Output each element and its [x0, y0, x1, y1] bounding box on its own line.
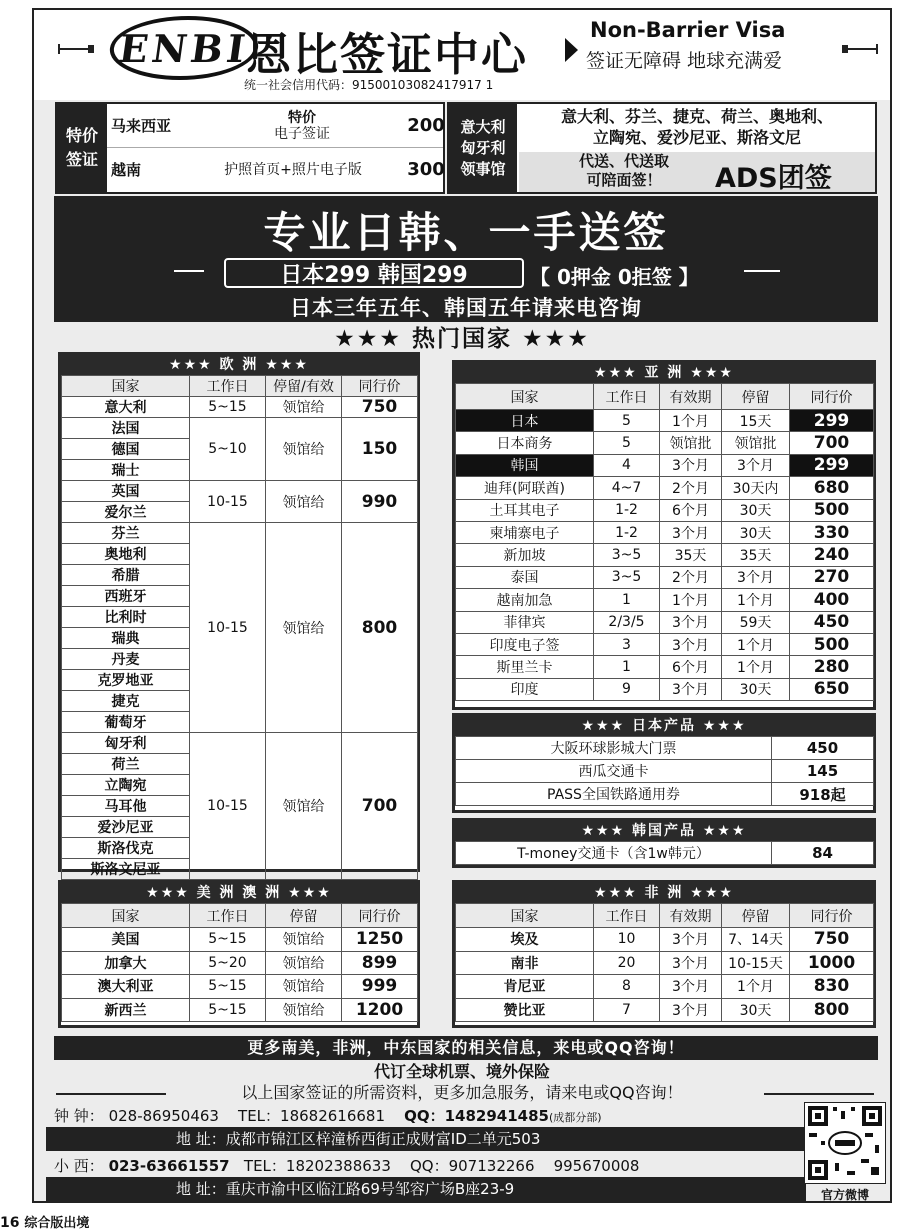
- table-cell: 5~20: [190, 951, 266, 975]
- country-cell: 肯尼亚: [456, 975, 594, 999]
- africa-table: [452, 880, 876, 1028]
- korea-products: [452, 818, 876, 868]
- product-name: T-money交通卡（含1w韩元）: [456, 842, 772, 865]
- country-cell: 斯里兰卡: [456, 656, 594, 678]
- price-cell: 500: [790, 499, 874, 521]
- table-cell: 9: [594, 678, 660, 700]
- page-number: 16: [0, 1215, 20, 1230]
- column-header: 工作日: [594, 904, 660, 928]
- header-row: [456, 904, 874, 928]
- table-row: [62, 733, 418, 754]
- column-header: 同行价: [342, 376, 418, 397]
- qq-number: 1482941485: [444, 1107, 549, 1125]
- price-cell: 680: [790, 477, 874, 499]
- country-cell: 法国: [62, 418, 190, 439]
- page-footer: [0, 1212, 89, 1230]
- banner-prices: [202, 258, 714, 288]
- country-cell: 新加坡: [456, 544, 594, 566]
- special-visa-box: [55, 102, 445, 194]
- table-cell: 3: [594, 633, 660, 655]
- table-row: [456, 589, 874, 611]
- column-header: 工作日: [190, 376, 266, 397]
- table-cell: 3个月: [660, 975, 722, 999]
- country-cell: 赞比亚: [456, 998, 594, 1022]
- table-cell: 3个月: [660, 998, 722, 1022]
- service-text: [539, 152, 709, 190]
- table-cell: 5~15: [190, 928, 266, 952]
- table-cell: 1: [594, 589, 660, 611]
- header-row: [62, 904, 418, 928]
- table-row: [456, 499, 874, 521]
- country-cell: 荷兰: [62, 754, 190, 775]
- column-header: 同行价: [342, 904, 418, 928]
- table-cell: 3个月: [660, 678, 722, 700]
- stay-cell: 领馆给: [266, 733, 342, 880]
- product-name: 大阪环球影城大门票: [456, 737, 772, 760]
- column-header: 工作日: [190, 904, 266, 928]
- price-cell: 270: [790, 566, 874, 588]
- stay-cell: 领馆给: [266, 523, 342, 733]
- price-cell: 450: [790, 611, 874, 633]
- country-cell: 葡萄牙: [62, 712, 190, 733]
- column-header: 工作日: [594, 384, 660, 410]
- days-cell: 5~10: [190, 418, 266, 481]
- qr-pattern: [805, 1103, 885, 1183]
- country: 越南: [111, 161, 142, 179]
- country-cell: 印度电子签: [456, 633, 594, 655]
- table-cell: 1个月: [660, 589, 722, 611]
- table-row: [62, 975, 418, 999]
- table-row: [456, 454, 874, 476]
- mobile: TEL：18202388633: [243, 1157, 391, 1175]
- price-cell: 830: [790, 975, 874, 999]
- desc-line: 特价: [288, 110, 316, 126]
- country-cell: 奥地利: [62, 544, 190, 565]
- table-cell: 35天: [660, 544, 722, 566]
- price-cell: 650: [790, 678, 874, 700]
- product-row: [456, 737, 874, 760]
- country-cell: 克罗地亚: [62, 670, 190, 691]
- special-row: [107, 148, 443, 192]
- country-cell: 捷克: [62, 691, 190, 712]
- table-cell: 3个月: [660, 633, 722, 655]
- table-row: [456, 975, 874, 999]
- country-cell: 埃及: [456, 928, 594, 952]
- product-row: [456, 783, 874, 806]
- tag-line: 意大利: [460, 117, 506, 136]
- table-cell: 1-2: [594, 521, 660, 543]
- deco-line: [60, 48, 90, 50]
- slogan: 签证无障碍 地球充满爱: [586, 50, 783, 72]
- japan-products-grid: [455, 736, 874, 806]
- table-row: [456, 432, 874, 454]
- table-cell: 3个月: [660, 951, 722, 975]
- country-cell: 迪拜(阿联酋): [456, 477, 594, 499]
- table-cell: 1个月: [722, 633, 790, 655]
- price-cell: 999: [342, 975, 418, 999]
- country-cell: 立陶宛: [62, 775, 190, 796]
- table-row: [62, 928, 418, 952]
- price-cell: 400: [790, 589, 874, 611]
- table-row: [62, 397, 418, 418]
- table-cell: 7: [594, 998, 660, 1022]
- qq-label: QQ：: [404, 1107, 445, 1125]
- table-cell: 3个月: [660, 521, 722, 543]
- table-cell: 领馆给: [266, 928, 342, 952]
- country-cell: 爱尔兰: [62, 502, 190, 523]
- table-row: [62, 523, 418, 544]
- price-cell: 330: [790, 521, 874, 543]
- table-cell: 领馆批: [722, 432, 790, 454]
- arrow-right-icon: [744, 270, 780, 272]
- price-cell: 750: [342, 397, 418, 418]
- qr-label: 官方微博: [820, 1188, 869, 1202]
- desc-line: 电子签证: [274, 126, 330, 142]
- table-cell: 7、14天: [722, 928, 790, 952]
- table-cell: 3~5: [594, 544, 660, 566]
- column-header: 停留: [722, 904, 790, 928]
- table-row: [456, 656, 874, 678]
- country-line: 立陶宛、爱沙尼亚、斯洛文尼: [592, 128, 801, 147]
- ads-label: ADS团签: [715, 163, 832, 194]
- phone: 028-86950463: [108, 1107, 219, 1125]
- price-cell: 1000: [790, 951, 874, 975]
- table-cell: 8: [594, 975, 660, 999]
- table-cell: 3个月: [660, 454, 722, 476]
- table-cell: 59天: [722, 611, 790, 633]
- consult-note: 以上国家签证的所需资料，更多加急服务，请来电或QQ咨询！: [241, 1083, 683, 1102]
- zero-deposit: 【 0押金 0拒签 】: [530, 265, 699, 289]
- product-price: 450: [772, 737, 874, 760]
- qq-number: QQ：907132266: [409, 1157, 535, 1175]
- price-cell: 240: [790, 544, 874, 566]
- country-cell: 新西兰: [62, 998, 190, 1022]
- more-info-bar: 更多南美，非洲，中东国家的相关信息，来电或QQ咨询！: [54, 1036, 878, 1060]
- table-cell: 10: [594, 928, 660, 952]
- column-header: 国家: [456, 904, 594, 928]
- column-header: 国家: [62, 904, 190, 928]
- country-cell: 斯洛文尼亚: [62, 859, 190, 880]
- consulate-tag: [449, 104, 517, 192]
- column-header: 停留: [722, 384, 790, 410]
- country-cell: 马耳他: [62, 796, 190, 817]
- arrow-left-icon: [174, 270, 204, 272]
- table-cell: 5~15: [190, 998, 266, 1022]
- table-cell: 35天: [722, 544, 790, 566]
- column-header: 停留: [266, 904, 342, 928]
- days-cell: 5~15: [190, 397, 266, 418]
- price-box: 日本299 韩国299: [224, 258, 524, 288]
- table-row: [456, 521, 874, 543]
- country-cell: 芬兰: [62, 523, 190, 544]
- qr-code-icon[interactable]: [804, 1102, 886, 1184]
- price-cell: 299: [790, 454, 874, 476]
- country-cell: 瑞士: [62, 460, 190, 481]
- tag-line: 特价: [65, 126, 98, 145]
- country-cell: 丹麦: [62, 649, 190, 670]
- japan-korea-banner: [54, 196, 878, 322]
- country-cell: 日本商务: [456, 432, 594, 454]
- table-cell: 30天: [722, 678, 790, 700]
- table-cell: 1: [594, 656, 660, 678]
- country-cell: 意大利: [62, 397, 190, 418]
- table-cell: 3个月: [722, 566, 790, 588]
- table-cell: 30天: [722, 499, 790, 521]
- table-cell: 6个月: [660, 499, 722, 521]
- mobile: TEL：18682616681: [238, 1107, 386, 1125]
- desc: [197, 104, 407, 148]
- header: [34, 10, 890, 100]
- table-cell: 4: [594, 454, 660, 476]
- table-cell: 30天内: [722, 477, 790, 499]
- price-cell: 700: [790, 432, 874, 454]
- country-cell: 德国: [62, 439, 190, 460]
- header-row: [456, 384, 874, 410]
- table-row: [456, 998, 874, 1022]
- country-cell: 越南加急: [456, 589, 594, 611]
- column-header: 停留/有效: [266, 376, 342, 397]
- country-line: 意大利、芬兰、捷克、荷兰、奥地利、: [560, 107, 833, 126]
- banner-subtitle: 日本三年五年、韩国五年请来电咨询: [290, 296, 642, 320]
- table-title: ★★★ 亚 洲 ★★★: [455, 363, 873, 383]
- table-title: ★★★ 韩国产品 ★★★: [455, 821, 873, 841]
- country-cell: 西班牙: [62, 586, 190, 607]
- table-row: [456, 928, 874, 952]
- contact-chengdu: [54, 1105, 602, 1126]
- days-cell: 10-15: [190, 481, 266, 523]
- table-cell: 3~5: [594, 566, 660, 588]
- address-chengdu: 地 址：成都市锦江区梓潼桥西街正成财富ID二单元503: [46, 1127, 806, 1151]
- country-cell: 英国: [62, 481, 190, 502]
- price-cell: 280: [790, 656, 874, 678]
- americas-grid: [61, 903, 418, 1022]
- table-cell: 2个月: [660, 566, 722, 588]
- table-row: [456, 566, 874, 588]
- contact-chongqing: [54, 1155, 639, 1176]
- country-cell: 美国: [62, 928, 190, 952]
- table-cell: 5~15: [190, 975, 266, 999]
- address-chongqing: 地 址：重庆市渝中区临江路69号邹容广场B座23-9: [46, 1177, 806, 1201]
- service-line: 代送、代送取: [578, 152, 669, 170]
- table-row: [456, 633, 874, 655]
- column-header: 同行价: [790, 904, 874, 928]
- table-cell: 5: [594, 410, 660, 432]
- brand-name: 恩比签证中心: [246, 28, 529, 81]
- deco-line: [846, 48, 876, 50]
- table-cell: 1个月: [722, 656, 790, 678]
- consulate-countries: [519, 106, 875, 148]
- product-name: 西瓜交通卡: [456, 760, 772, 783]
- price-cell: 800: [342, 523, 418, 733]
- price: 300: [407, 159, 445, 180]
- column-header: 有效期: [660, 384, 722, 410]
- table-cell: 1个月: [722, 975, 790, 999]
- country-cell: 土耳其电子: [456, 499, 594, 521]
- product-name: PASS全国铁路通用券: [456, 783, 772, 806]
- price: 200: [407, 115, 445, 136]
- price-cell: 990: [342, 481, 418, 523]
- column-header: 国家: [456, 384, 594, 410]
- price-cell: 800: [790, 998, 874, 1022]
- stay-cell: 领馆给: [266, 481, 342, 523]
- korea-products-grid: [455, 841, 874, 865]
- europe-table: [58, 352, 420, 878]
- consulate-services: [519, 152, 875, 192]
- phone: 023-63661557: [108, 1157, 230, 1175]
- table-cell: 30天: [722, 521, 790, 543]
- price-cell: 700: [342, 733, 418, 880]
- table-cell: 1个月: [660, 410, 722, 432]
- europe-grid: [61, 375, 418, 880]
- price-cell: 750: [790, 928, 874, 952]
- header-row: [62, 376, 418, 397]
- table-cell: 3个月: [660, 928, 722, 952]
- product-price: 918起: [772, 783, 874, 806]
- column-header: 国家: [62, 376, 190, 397]
- table-row: [456, 477, 874, 499]
- table-row: [62, 418, 418, 439]
- country-cell: 比利时: [62, 607, 190, 628]
- table-row: [456, 410, 874, 432]
- price-cell: 150: [342, 418, 418, 481]
- country-cell: 澳大利亚: [62, 975, 190, 999]
- table-cell: 1个月: [722, 589, 790, 611]
- country-cell: 希腊: [62, 565, 190, 586]
- days-cell: 10-15: [190, 523, 266, 733]
- table-title: ★★★ 欧 洲 ★★★: [61, 355, 417, 375]
- days-cell: 10-15: [190, 733, 266, 880]
- desc: 护照首页+照片电子版: [224, 162, 362, 178]
- product-price: 145: [772, 760, 874, 783]
- special-row: [107, 104, 443, 148]
- banner-title: 专业日韩、一手送签: [263, 208, 669, 257]
- table-row: [62, 481, 418, 502]
- table-cell: 30天: [722, 998, 790, 1022]
- flights-insurance: 代订全球机票、境外保险: [373, 1062, 550, 1081]
- price-cell: 299: [790, 410, 874, 432]
- africa-grid: [455, 903, 874, 1022]
- country-cell: 爱沙尼亚: [62, 817, 190, 838]
- deco-line: [88, 45, 94, 53]
- deco-line: [764, 1093, 874, 1095]
- tag-line: 签证: [65, 150, 98, 169]
- tagline: Non-Barrier Visa: [590, 18, 786, 42]
- country-cell: 韩国: [456, 454, 594, 476]
- enbi-logo: ENBI: [106, 16, 263, 80]
- table-row: [62, 951, 418, 975]
- tag-line: 领事馆: [460, 159, 506, 178]
- service-line: 可陪面签！: [586, 171, 662, 189]
- table-cell: 领馆给: [266, 951, 342, 975]
- table-cell: 6个月: [660, 656, 722, 678]
- table-cell: 4~7: [594, 477, 660, 499]
- japan-products: [452, 713, 876, 813]
- table-cell: 1-2: [594, 499, 660, 521]
- product-price: 84: [772, 842, 874, 865]
- stay-cell: 领馆给: [266, 418, 342, 481]
- table-title: ★★★ 日本产品 ★★★: [455, 716, 873, 736]
- table-title: ★★★ 非 洲 ★★★: [455, 883, 873, 903]
- product-row: [456, 760, 874, 783]
- table-row: [456, 611, 874, 633]
- table-cell: 15天: [722, 410, 790, 432]
- table-cell: 10-15天: [722, 951, 790, 975]
- column-header: 同行价: [790, 384, 874, 410]
- table-cell: 领馆给: [266, 975, 342, 999]
- credit-code: 统一社会信用代码：91500103082417917 1: [244, 78, 494, 92]
- contact-name: 钟 钟：: [54, 1107, 104, 1125]
- table-row: [456, 951, 874, 975]
- stay-cell: 领馆给: [266, 397, 342, 418]
- table-cell: 5: [594, 432, 660, 454]
- country-cell: 菲律宾: [456, 611, 594, 633]
- column-header: 有效期: [660, 904, 722, 928]
- country-cell: 日本: [456, 410, 594, 432]
- table-cell: 3个月: [660, 611, 722, 633]
- ad-page: [32, 8, 892, 1203]
- deco-line: [876, 44, 878, 54]
- table-cell: 领馆批: [660, 432, 722, 454]
- price-cell: 899: [342, 951, 418, 975]
- table-cell: 3个月: [722, 454, 790, 476]
- country-cell: 南非: [456, 951, 594, 975]
- table-row: [456, 678, 874, 700]
- contact-name: 小 西：: [54, 1157, 104, 1175]
- table-row: [456, 544, 874, 566]
- product-row: [456, 842, 874, 865]
- triangle-icon: [565, 38, 578, 62]
- table-cell: 2个月: [660, 477, 722, 499]
- country-cell: 匈牙利: [62, 733, 190, 754]
- qq-note: (成都分部): [548, 1111, 602, 1124]
- country-cell: 泰国: [456, 566, 594, 588]
- table-cell: 领馆给: [266, 998, 342, 1022]
- asia-grid: [455, 383, 874, 701]
- hot-countries-title: ★★★ 热门国家 ★★★: [334, 326, 590, 352]
- asia-table: [452, 360, 876, 710]
- country-cell: 加拿大: [62, 951, 190, 975]
- country-cell: 印度: [456, 678, 594, 700]
- tag-line: 匈牙利: [460, 138, 506, 157]
- price-cell: 1200: [342, 998, 418, 1022]
- table-title: ★★★ 美 洲 澳 洲 ★★★: [61, 883, 417, 903]
- americas-table: [58, 880, 420, 1028]
- qq-number-2: 995670008: [553, 1157, 640, 1175]
- price-cell: 1250: [342, 928, 418, 952]
- table-row: [62, 998, 418, 1022]
- country: 马来西亚: [111, 117, 172, 135]
- country-cell: 斯洛伐克: [62, 838, 190, 859]
- country-cell: 柬埔寨电子: [456, 521, 594, 543]
- consulate-box: [447, 102, 877, 194]
- table-cell: 2/3/5: [594, 611, 660, 633]
- special-tag: [57, 104, 107, 192]
- country-cell: 瑞典: [62, 628, 190, 649]
- section-name: 综合版出境: [24, 1216, 90, 1230]
- table-cell: 20: [594, 951, 660, 975]
- price-cell: 500: [790, 633, 874, 655]
